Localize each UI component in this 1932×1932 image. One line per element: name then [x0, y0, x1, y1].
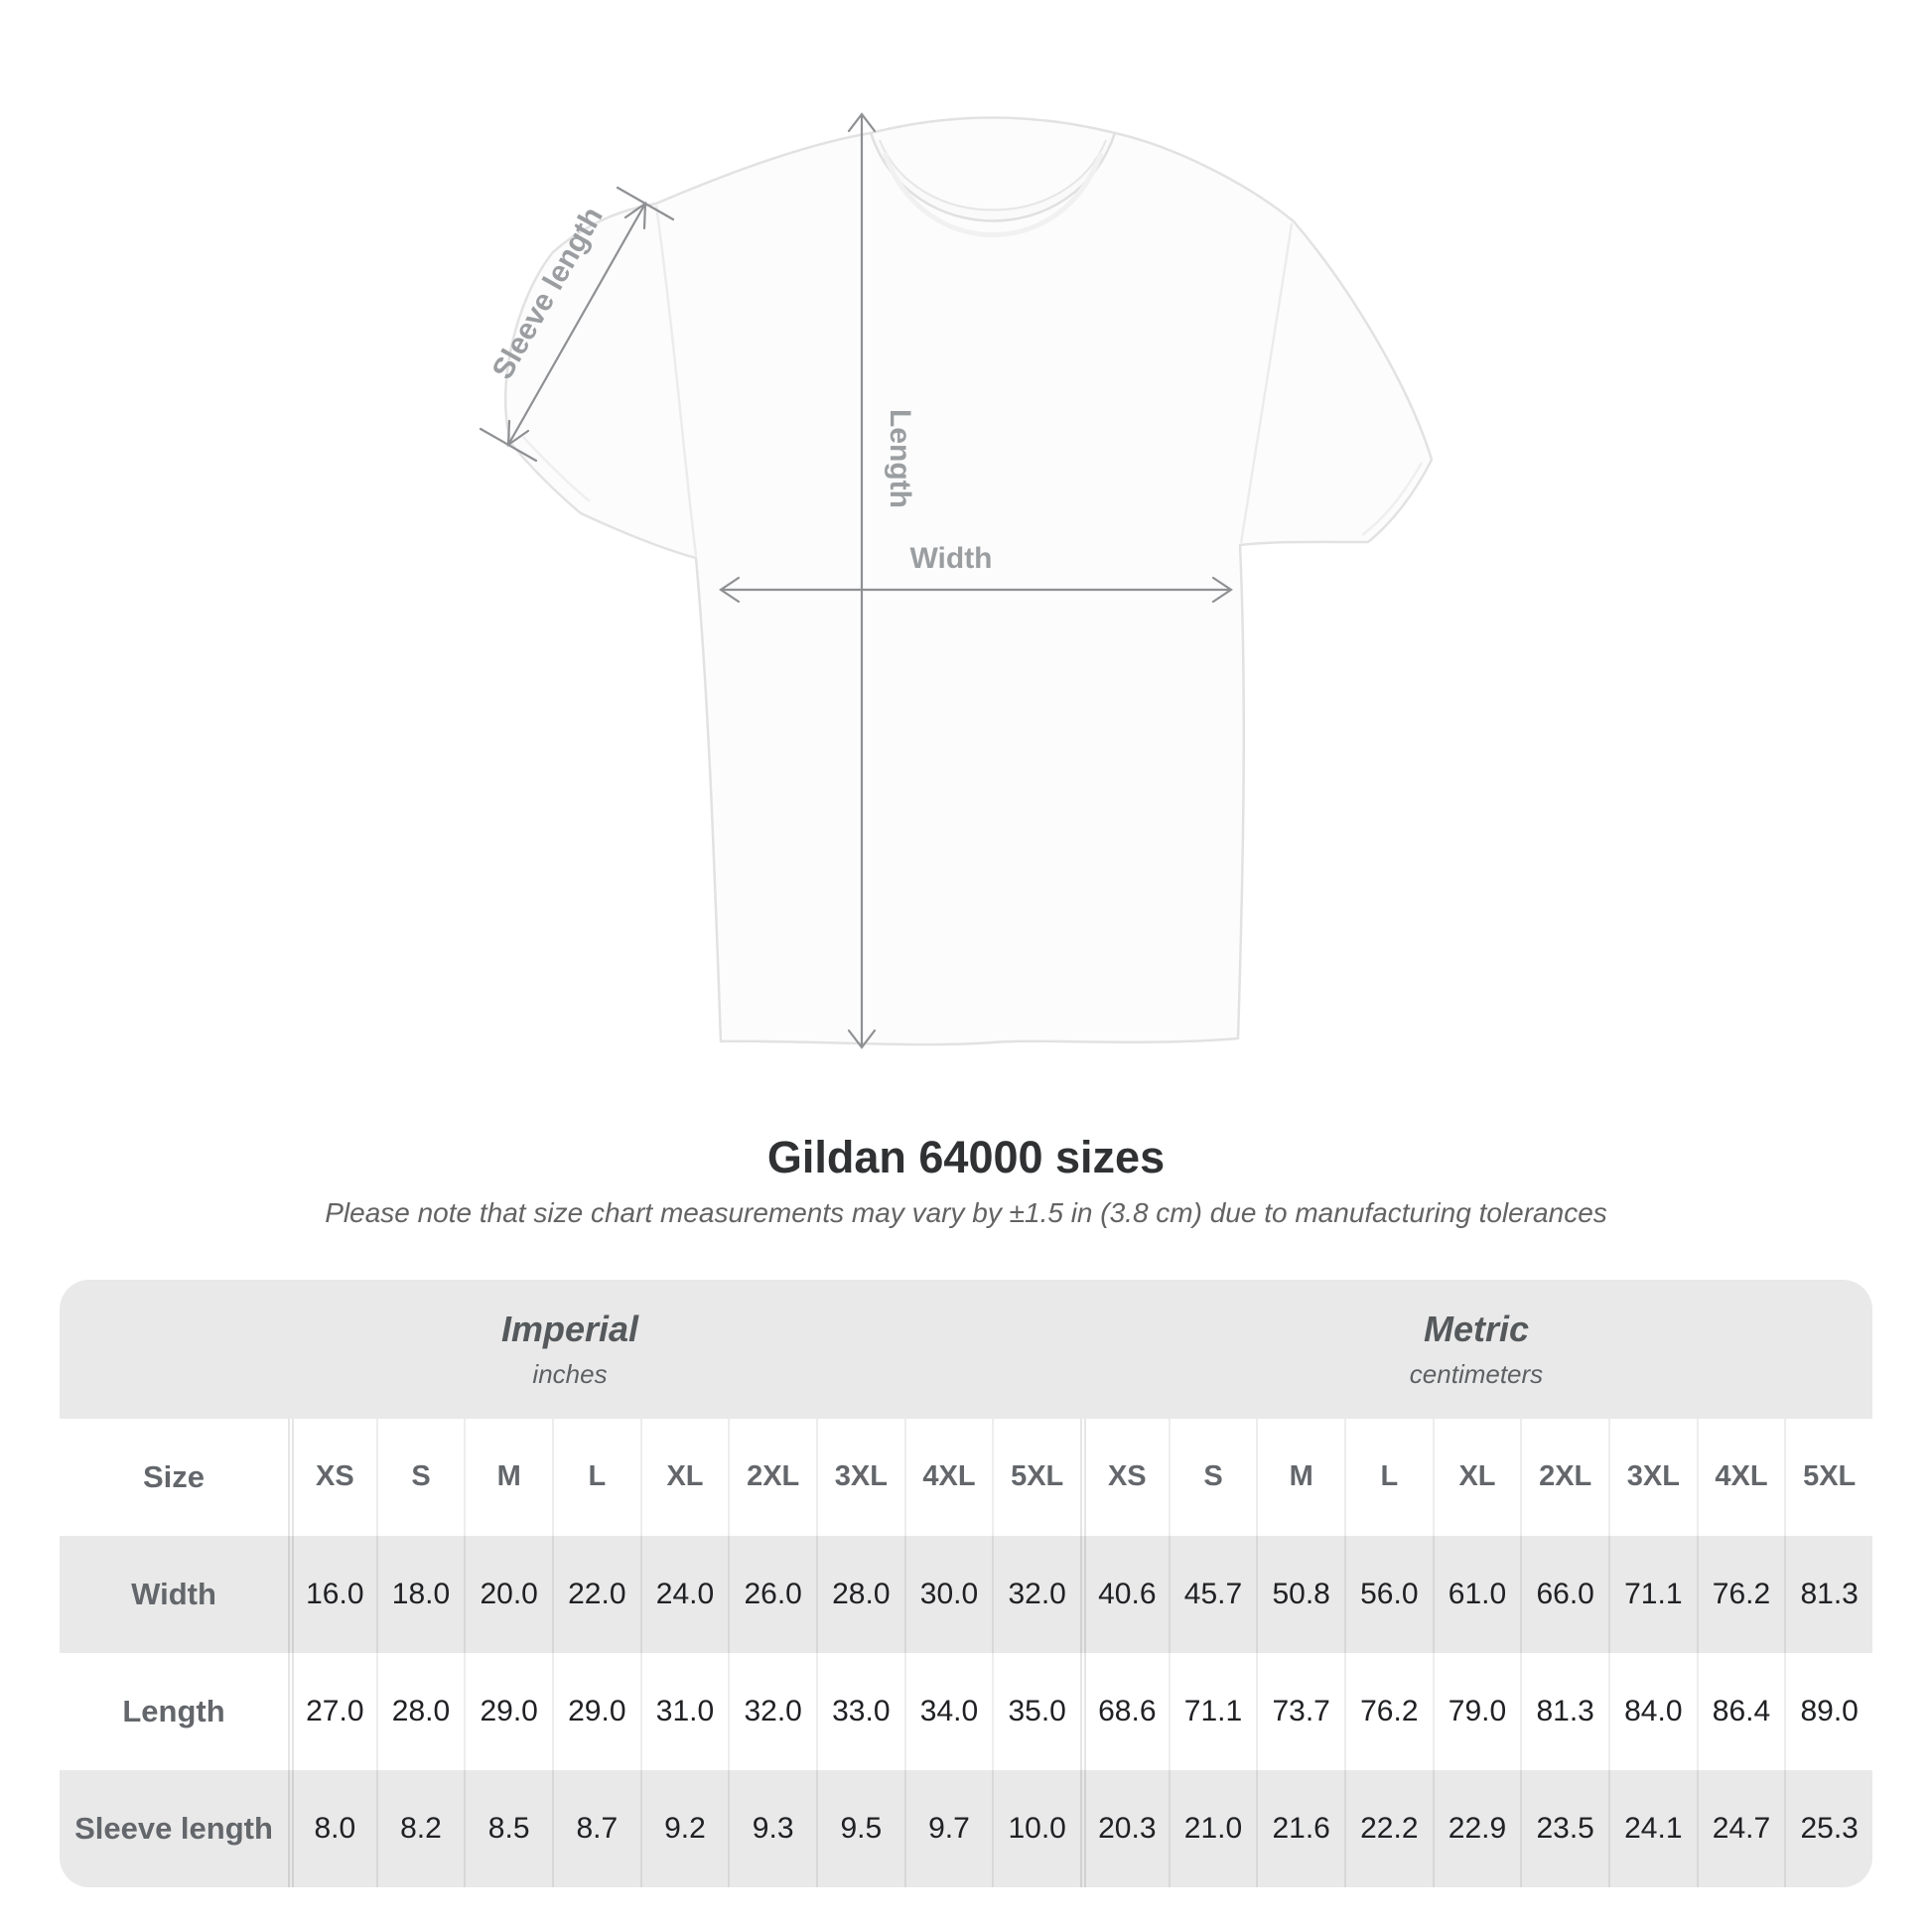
- value-cell: 32.0: [728, 1653, 816, 1770]
- value-cell: 21.6: [1256, 1770, 1344, 1887]
- value-cell: 9.2: [640, 1770, 729, 1887]
- size-chart-table: [60, 1280, 1872, 1887]
- value-cell: 23.5: [1520, 1770, 1608, 1887]
- value-cell: 18.0: [376, 1536, 465, 1653]
- table-row-width: [60, 1536, 1872, 1653]
- row-label: Width: [131, 1576, 216, 1611]
- imperial-group-header: [60, 1309, 1080, 1390]
- value-cell: 8.5: [464, 1770, 552, 1887]
- value-cell: 86.4: [1697, 1653, 1785, 1770]
- value-cell: 20.0: [464, 1536, 552, 1653]
- value-cell: 8.7: [552, 1770, 640, 1887]
- size-col-header: 4XL: [1697, 1419, 1785, 1536]
- value-cell: 81.3: [1520, 1653, 1608, 1770]
- value-cell: 22.0: [552, 1536, 640, 1653]
- size-col-header: XS: [1080, 1419, 1169, 1536]
- value-cell: 28.0: [376, 1653, 465, 1770]
- value-cell: 24.0: [640, 1536, 729, 1653]
- metric-unit-label: centimeters: [1409, 1358, 1544, 1389]
- value-cell: 25.3: [1784, 1770, 1872, 1887]
- size-col-header: S: [1169, 1419, 1257, 1536]
- sleeve-length-label: Sleeve length: [485, 202, 610, 385]
- value-cell: 30.0: [904, 1536, 993, 1653]
- size-col-header: 3XL: [816, 1419, 904, 1536]
- size-col-header: 2XL: [728, 1419, 816, 1536]
- value-cell: 20.3: [1080, 1770, 1169, 1887]
- value-cell: 81.3: [1784, 1536, 1872, 1653]
- length-label: Length: [884, 409, 916, 508]
- size-col-header: S: [376, 1419, 465, 1536]
- value-cell: 9.3: [728, 1770, 816, 1887]
- size-col-header: 2XL: [1520, 1419, 1608, 1536]
- size-col-header: M: [1256, 1419, 1344, 1536]
- size-col-header: XS: [288, 1419, 376, 1536]
- value-cell: 84.0: [1608, 1653, 1697, 1770]
- size-col-header: M: [464, 1419, 552, 1536]
- value-cell: 28.0: [816, 1536, 904, 1653]
- size-col-header: L: [1344, 1419, 1433, 1536]
- value-cell: 16.0: [288, 1536, 376, 1653]
- value-cell: 76.2: [1344, 1653, 1433, 1770]
- unit-group-header-row: [60, 1280, 1872, 1419]
- value-cell: 32.0: [992, 1536, 1080, 1653]
- tolerance-note: Please note that size chart measurements may vary by ±1.5 in (3.8 cm) due to manufacturing tolerances: [325, 1197, 1607, 1229]
- size-col-header: 5XL: [1784, 1419, 1872, 1536]
- page-title: Gildan 64000 sizes: [766, 1132, 1166, 1182]
- metric-label: Metric: [1423, 1308, 1530, 1349]
- value-cell: 40.6: [1080, 1536, 1169, 1653]
- value-cell: 34.0: [904, 1653, 993, 1770]
- value-cell: 50.8: [1256, 1536, 1344, 1653]
- value-cell: 71.1: [1169, 1653, 1257, 1770]
- value-cell: 76.2: [1697, 1536, 1785, 1653]
- value-cell: 9.5: [816, 1770, 904, 1887]
- value-cell: 24.7: [1697, 1770, 1785, 1887]
- size-table-body: [60, 1419, 1872, 1887]
- row-label: Sleeve length: [74, 1810, 273, 1846]
- size-column-header: Size: [142, 1458, 206, 1494]
- width-label: Width: [909, 542, 993, 575]
- row-label: Length: [122, 1693, 225, 1728]
- table-row-sleeve-length: [60, 1770, 1872, 1887]
- value-cell: 89.0: [1784, 1653, 1872, 1770]
- value-cell: 27.0: [288, 1653, 376, 1770]
- size-col-header: 4XL: [904, 1419, 993, 1536]
- size-col-header: L: [552, 1419, 640, 1536]
- value-cell: 22.2: [1344, 1770, 1433, 1887]
- imperial-label: Imperial: [500, 1308, 639, 1349]
- value-cell: 35.0: [992, 1653, 1080, 1770]
- table-row-length: [60, 1653, 1872, 1770]
- value-cell: 9.7: [904, 1770, 993, 1887]
- value-cell: 61.0: [1433, 1536, 1521, 1653]
- value-cell: 79.0: [1433, 1653, 1521, 1770]
- value-cell: 10.0: [992, 1770, 1080, 1887]
- size-col-header: XL: [1433, 1419, 1521, 1536]
- value-cell: 45.7: [1169, 1536, 1257, 1653]
- value-cell: 21.0: [1169, 1770, 1257, 1887]
- value-cell: 71.1: [1608, 1536, 1697, 1653]
- value-cell: 33.0: [816, 1653, 904, 1770]
- size-col-header: XL: [640, 1419, 729, 1536]
- size-col-header: 5XL: [992, 1419, 1080, 1536]
- value-cell: 68.6: [1080, 1653, 1169, 1770]
- value-cell: 22.9: [1433, 1770, 1521, 1887]
- value-cell: 31.0: [640, 1653, 729, 1770]
- value-cell: 66.0: [1520, 1536, 1608, 1653]
- tshirt-outline: [505, 118, 1432, 1045]
- table-header-row: [60, 1419, 1872, 1536]
- value-cell: 8.0: [288, 1770, 376, 1887]
- value-cell: 26.0: [728, 1536, 816, 1653]
- value-cell: 24.1: [1608, 1770, 1697, 1887]
- imperial-unit-label: inches: [532, 1358, 608, 1389]
- size-col-header: 3XL: [1608, 1419, 1697, 1536]
- value-cell: 73.7: [1256, 1653, 1344, 1770]
- value-cell: 29.0: [464, 1653, 552, 1770]
- value-cell: 56.0: [1344, 1536, 1433, 1653]
- value-cell: 8.2: [376, 1770, 465, 1887]
- metric-group-header: [1080, 1309, 1872, 1390]
- value-cell: 29.0: [552, 1653, 640, 1770]
